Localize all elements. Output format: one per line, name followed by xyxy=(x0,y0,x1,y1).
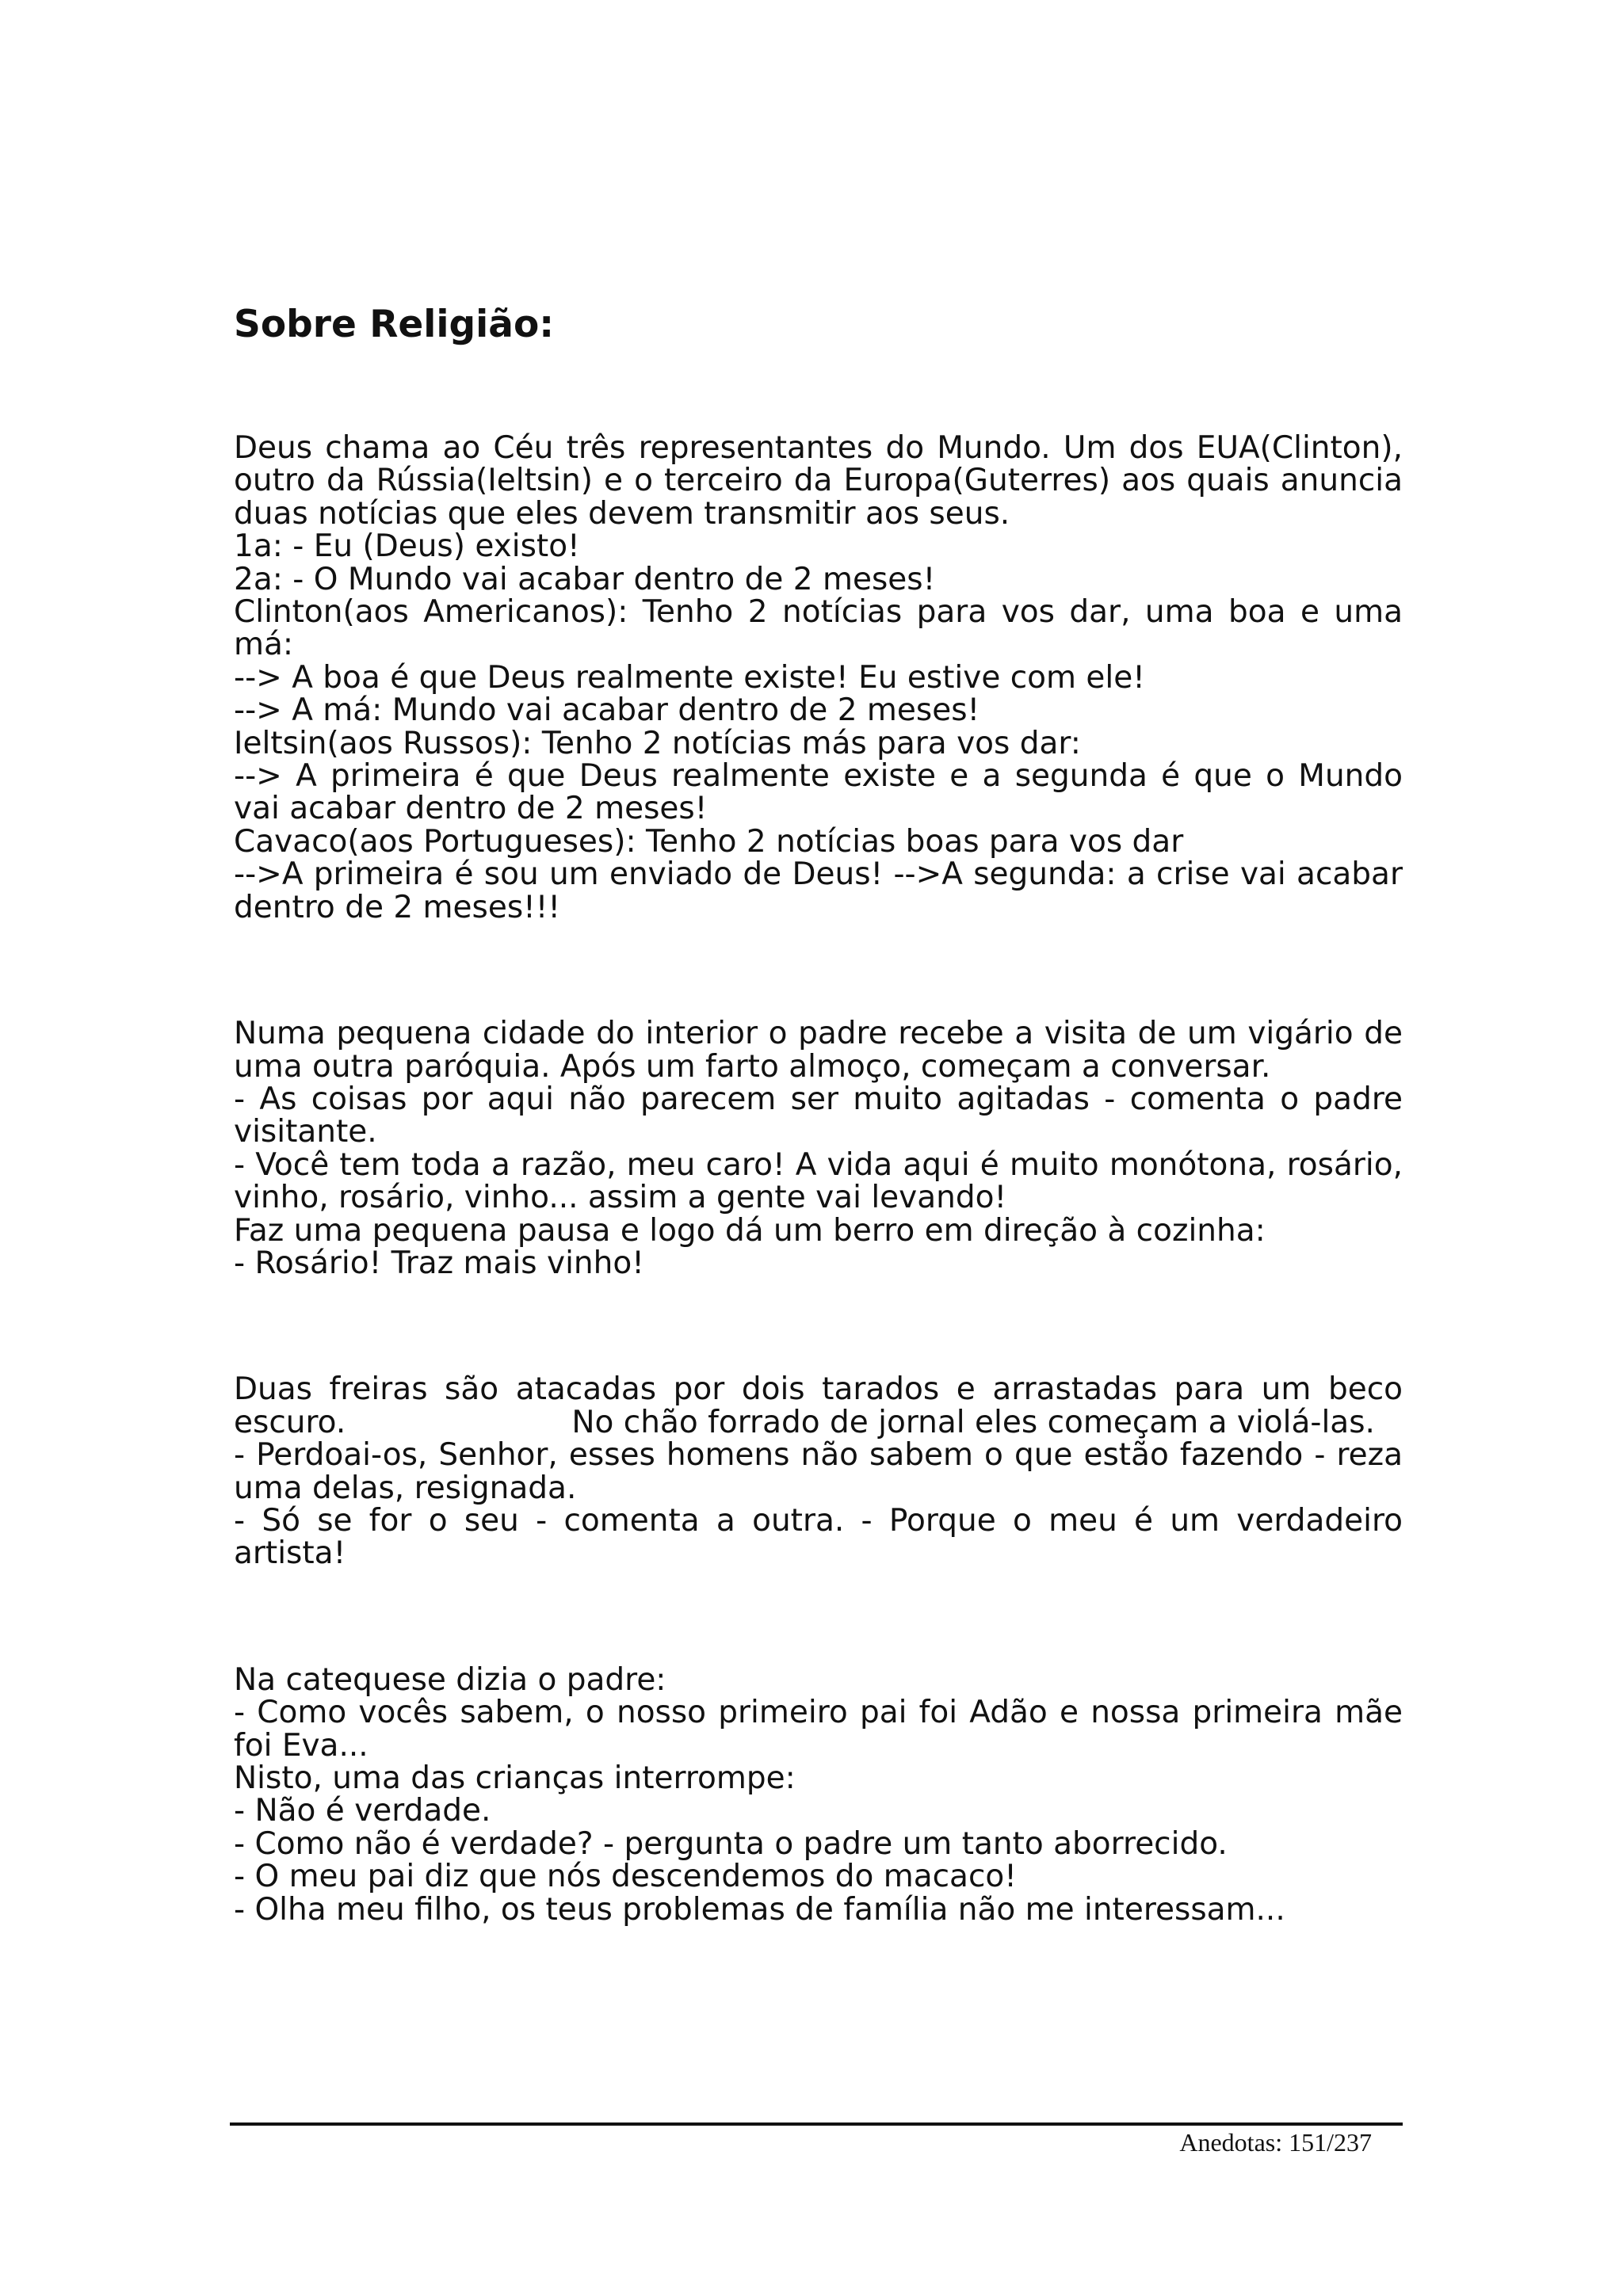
joke-line: Faz uma pequena pausa e logo dá um berro em direção à cozinha: xyxy=(234,1212,1266,1249)
joke-line: Cavaco(aos Portugueses): Tenho 2 notícias boas para vos dar xyxy=(234,823,1184,860)
section-title: Sobre Religião: xyxy=(234,303,555,346)
joke-line: Nisto, uma das crianças interrompe: xyxy=(234,1760,796,1796)
joke-line: - Perdoai-os, Senhor, esses homens não sabem o que estão fazendo - reza uma delas, resignada. xyxy=(234,1437,1403,1506)
joke-line: 2a: - O Mundo vai acabar dentro de 2 meses! xyxy=(234,561,936,597)
joke-2 xyxy=(234,1017,1403,1280)
joke-line: - Você tem toda a razão, meu caro! A vida aqui é muito monótona, rosário, vinho, rosário, vinho... assim a gente vai levando! xyxy=(234,1146,1403,1216)
joke-line: - Rosário! Traz mais vinho! xyxy=(234,1245,644,1281)
joke-line: - O meu pai diz que nós descendemos do macaco! xyxy=(234,1859,1017,1895)
joke-line: - Como não é verdade? - pergunta o padre um tanto aborrecido. xyxy=(234,1825,1228,1862)
joke-4 xyxy=(234,1661,1403,1928)
jokes-list xyxy=(234,430,1413,1928)
joke-line: - Não é verdade. xyxy=(234,1793,491,1829)
joke-line: Ieltsin(aos Russos): Tenho 2 notícias más para vos dar: xyxy=(234,725,1081,761)
joke-line: Duas freiras são atacadas por dois tarados e arrastadas para um beco escuro. No chão forrado de jornal eles começam a violá-las. xyxy=(234,1371,1413,1440)
joke-line: Na catequese dizia o padre: xyxy=(234,1661,666,1698)
joke-line: Numa pequena cidade do interior o padre recebe a visita de um vigário de uma outra paróquia. Após um farto almoço, começam a conversar. xyxy=(234,1016,1403,1085)
joke-line: 1a: - Eu (Deus) existo! xyxy=(234,528,580,565)
joke-line: -->A primeira é sou um enviado de Deus! -->A segunda: a crise vai acabar dentro de 2 meses!!! xyxy=(234,856,1403,925)
joke-1 xyxy=(234,432,1403,924)
footer-divider xyxy=(230,2122,1403,2126)
joke-line: - As coisas por aqui não parecem ser muito agitadas - comenta o padre visitante. xyxy=(234,1081,1403,1150)
page-content xyxy=(234,301,1413,2019)
joke-line: Clinton(aos Americanos): Tenho 2 notícias para vos dar, uma boa e uma má: xyxy=(234,594,1403,663)
page-number: Anedotas: 151/237 xyxy=(1179,2128,1372,2157)
joke-line: - Como vocês sabem, o nosso primeiro pai foi Adão e nossa primeira mãe foi Eva... xyxy=(234,1695,1403,1764)
joke-line: - Só se for o seu - comenta a outra. - Porque o meu é um verdadeiro artista! xyxy=(234,1502,1403,1572)
joke-line: --> A primeira é que Deus realmente existe e a segunda é que o Mundo vai acabar dentro de 2 meses! xyxy=(234,758,1403,827)
joke-line: --> A má: Mundo vai acabar dentro de 2 meses! xyxy=(234,692,980,729)
joke-line: --> A boa é que Deus realmente existe! Eu estive com ele! xyxy=(234,659,1145,696)
joke-line: - Olha meu filho, os teus problemas de família não me interessam... xyxy=(234,1891,1285,1928)
joke-3 xyxy=(234,1371,1413,1572)
joke-line: Deus chama ao Céu três representantes do Mundo. Um dos EUA(Clinton), outro da Rússia(Ieltsin) e o terceiro da Europa(Guterres) aos quais anuncia duas notícias que eles devem transmitir aos seus. xyxy=(234,430,1403,532)
